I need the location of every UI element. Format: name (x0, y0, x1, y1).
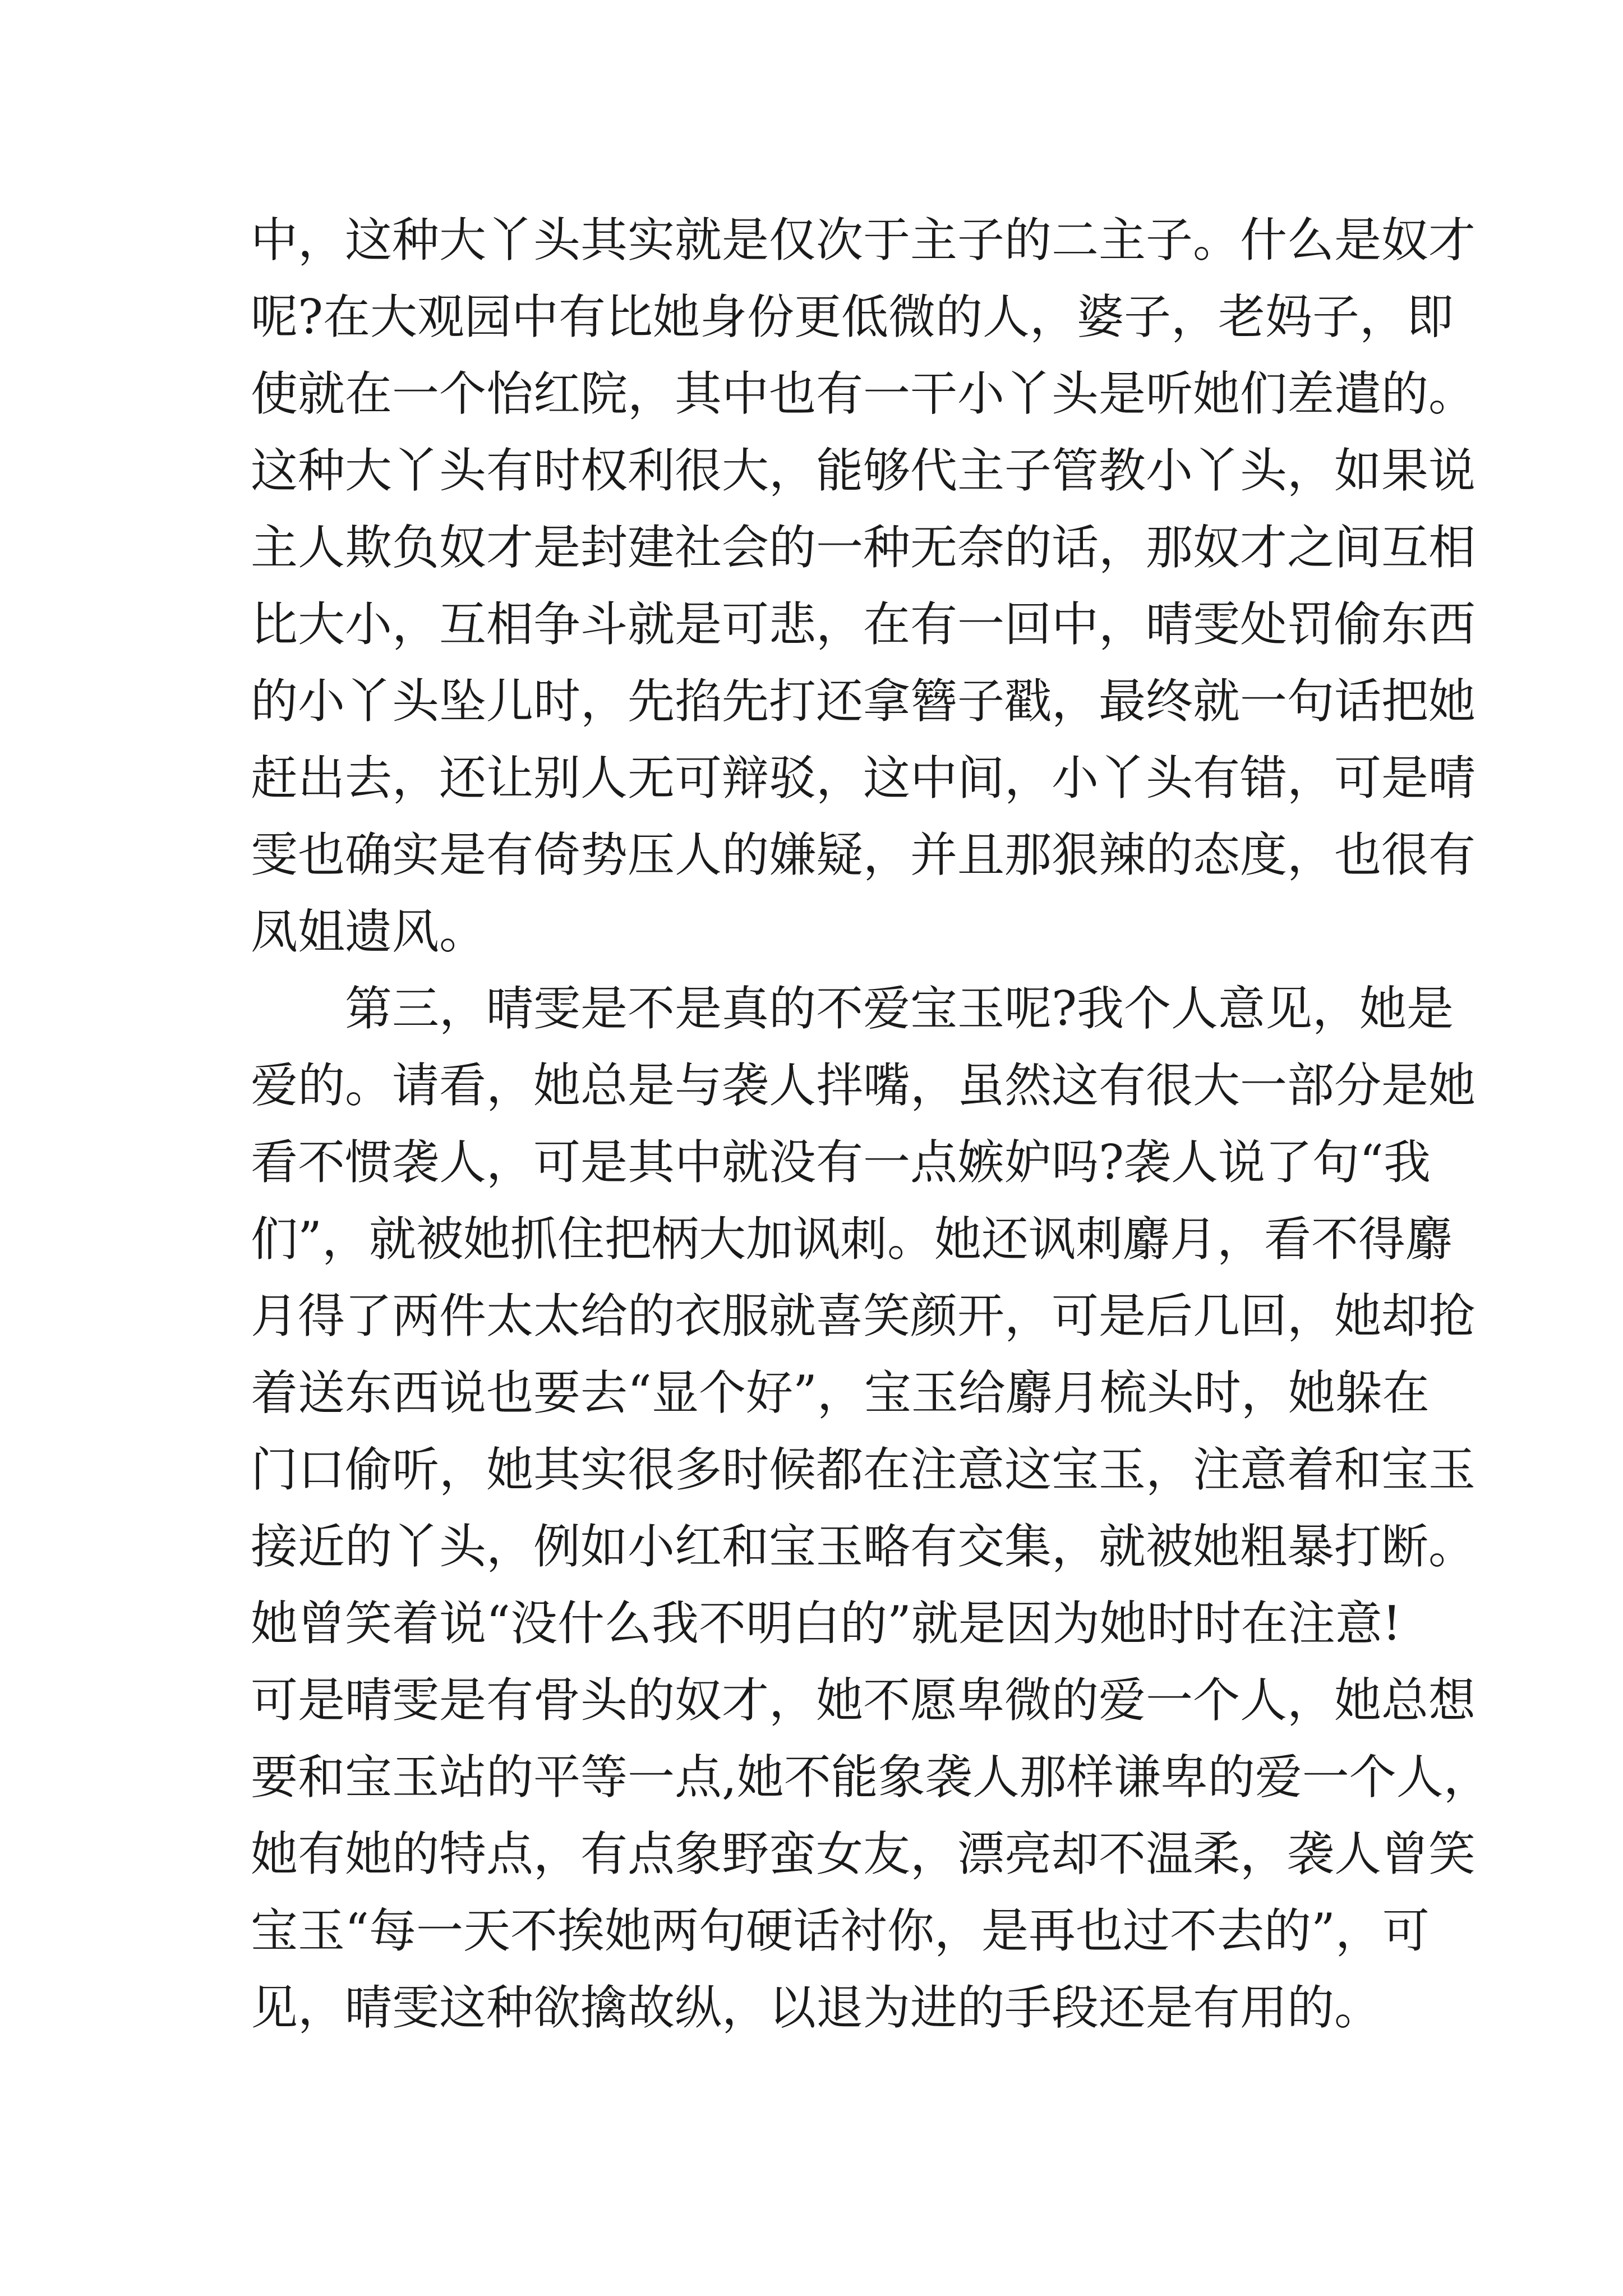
text-line: 赶出去，还让别人无可辩驳，这中间，小丫头有错，可是晴 (251, 751, 1476, 806)
text-line-paragraph-end: 凤姐遗风。 (251, 904, 487, 959)
text-line: 使就在一个怡红院，其中也有一干小丫头是听她们差遣的。 (251, 366, 1476, 421)
text-line: 爱的。请看，她总是与袭人拌嘴，虽然这有很大一部分是她 (251, 1058, 1476, 1113)
text-line: 月得了两件太太给的衣服就喜笑颜开，可是后几回，她却抢 (251, 1289, 1476, 1343)
text-line: 她曾笑着说“没什么我不明白的”就是因为她时时在注意! (251, 1596, 1401, 1651)
text-line: 雯也确实是有倚势压人的嫌疑，并且那狠辣的态度，也很有 (251, 827, 1476, 882)
text-line: 可是晴雯是有骨头的奴才，她不愿卑微的爱一个人，她总想 (251, 1673, 1476, 1728)
text-line: 呢?在大观园中有比她身份更低微的人，婆子，老妈子，即 (251, 289, 1454, 344)
text-line: 这种大丫头有时权利很大，能够代主子管教小丫头，如果说 (251, 443, 1476, 498)
text-line: 看不惯袭人，可是其中就没有一点嫉妒吗?袭人说了句“我 (251, 1135, 1431, 1190)
text-line: 门口偷听，她其实很多时候都在注意这宝玉，注意着和宝玉 (251, 1442, 1476, 1497)
text-line: 们”，就被她抓住把柄大加讽刺。她还讽刺麝月，看不得麝 (251, 1212, 1453, 1267)
text-line: 中，这种大丫头其实就是仅次于主子的二主子。什么是奴才 (251, 213, 1476, 268)
body-text (251, 202, 1491, 2046)
text-line: 主人欺负奴才是封建社会的一种无奈的话，那奴才之间互相 (251, 520, 1476, 575)
text-line: 接近的丫头，例如小红和宝玉略有交集，就被她粗暴打断。 (251, 1519, 1476, 1574)
text-line-paragraph-start: 第三，晴雯是不是真的不爱宝玉呢?我个人意见，她是 (345, 981, 1454, 1036)
text-line: 比大小，互相争斗就是可悲，在有一回中，晴雯处罚偷东西 (251, 597, 1476, 652)
text-line: 着送东西说也要去“显个好”，宝玉给麝月梳头时，她躲在 (251, 1365, 1430, 1420)
text-line: 要和宝玉站的平等一点,她不能象袭人那样谦卑的爱一个人， (251, 1750, 1491, 1805)
text-line-paragraph-end: 见，晴雯这种欲擒故纵，以退为进的手段还是有用的。 (251, 1980, 1382, 2035)
text-line: 的小丫头坠儿时，先掐先打还拿簪子戳，最终就一句话把她 (251, 674, 1476, 729)
text-line: 她有她的特点，有点象野蛮女友，漂亮却不温柔，袭人曾笑 (251, 1826, 1476, 1881)
text-line: 宝玉“每一天不挨她两句硬话衬你，是再也过不去的”，可 (251, 1903, 1430, 1958)
